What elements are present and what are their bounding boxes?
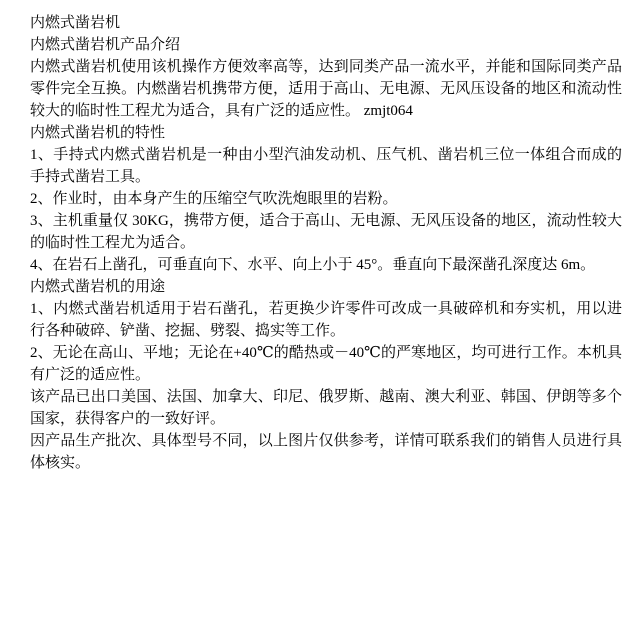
- paragraph-feature-4: 4、在岩石上凿孔，可垂直向下、水平、向上小于 45°。垂直向下最深凿孔深度达 6m。: [30, 257, 596, 273]
- paragraph-feature-3: 3、主机重量仅 30KG，携带方便，适合于高山、无电源、无风压设备的地区，流动性较大的临时性工程尤为适合。: [30, 213, 622, 251]
- section-heading-product-intro: 内燃式凿岩机产品介绍: [30, 37, 181, 53]
- paragraph-export-markets: 该产品已出口美国、法国、加拿大、印尼、俄罗斯、越南、澳大利亚、韩国、伊朗等多个国家，获得客户的一致好评。: [30, 389, 622, 427]
- paragraph-feature-1: 1、手持式内燃式凿岩机是一种由小型汽油发动机、压气机、凿岩机三位一体组合而成的手持式凿岩工具。: [30, 147, 622, 185]
- section-usage: [30, 276, 622, 474]
- paragraph-usage-2: 2、无论在高山、平地；无论在+40℃的酷热或－40℃的严寒地区，均可进行工作。本机具有广泛的适应性。: [30, 345, 622, 383]
- paragraph-usage-1: 1、内燃式凿岩机适用于岩石凿孔，若更换少许零件可改成一具破碎机和夯实机，用以进行各种破碎、铲凿、挖掘、劈裂、捣实等工作。: [30, 301, 622, 339]
- section-heading-features: 内燃式凿岩机的特性: [30, 125, 166, 141]
- section-product-intro: [30, 34, 622, 122]
- section-features: [30, 122, 622, 276]
- paragraph-feature-2: 2、作业时，由本身产生的压缩空气吹洗炮眼里的岩粉。: [30, 191, 398, 207]
- section-heading-usage: 内燃式凿岩机的用途: [30, 279, 166, 295]
- page-title: 内燃式凿岩机: [30, 15, 121, 31]
- paragraph-product-intro: 内燃式凿岩机使用该机操作方便效率高等，达到同类产品一流水平，并能和国际同类产品零件完全互换。内燃凿岩机携带方便，适用于高山、无电源、无风压设备的地区和流动性较大的临时性工程尤为适合，具有广泛的适应性。 zmjt064: [30, 59, 622, 119]
- paragraph-disclaimer: 因产品生产批次、具体型号不同，以上图片仅供参考，详情可联系我们的销售人员进行具体核实。: [30, 433, 622, 471]
